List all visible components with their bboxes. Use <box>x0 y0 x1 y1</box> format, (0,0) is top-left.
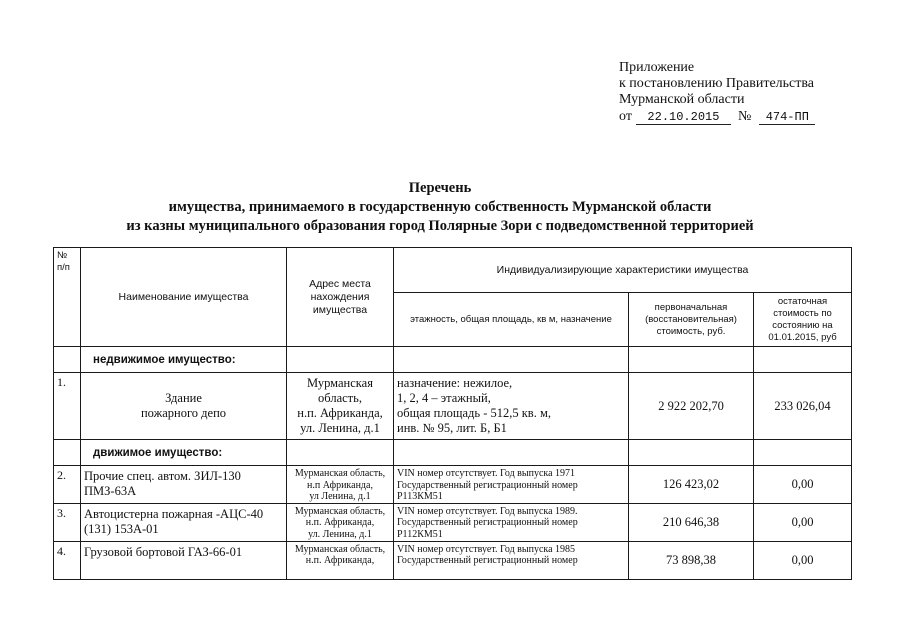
row-address: Мурманская область, н.п Африканда, ул Ленина, д.1 <box>287 466 394 504</box>
row-residual-cost: 0,00 <box>754 466 852 504</box>
row-address: Мурманская область, н.п. Африканда, ул. Ленина, д.1 <box>287 503 394 541</box>
row-address: Мурманская область, н.п. Африканда, ул. Ленина, д.1 <box>287 373 394 440</box>
row-characteristics: назначение: нежилое, 1, 2, 4 – этажный, общая площадь - 512,5 кв. м, инв. № 95, лит. Б, Б1 <box>394 373 629 440</box>
date-prefix: от <box>619 109 632 124</box>
appendix-line-1: Приложение <box>619 60 695 75</box>
appendix-block <box>619 60 815 125</box>
row-name: Автоцистерна пожарная -АЦС-40 (131) 153А-01 <box>81 503 287 541</box>
header-floors: этажность, общая площадь, кв м, назначение <box>394 293 629 347</box>
row-name: Здание пожарного депо <box>81 373 287 440</box>
row-characteristics: VIN номер отсутствует. Год выпуска 1985 Государственный регистрационный номер <box>394 541 629 579</box>
row-number: 2. <box>54 466 81 504</box>
resolution-number: 474-ПП <box>759 110 815 125</box>
header-characteristics: Индивидуализирующие характеристики имущества <box>394 248 852 293</box>
row-number: 3. <box>54 503 81 541</box>
appendix-line-3: Мурманской области <box>619 92 745 107</box>
appendix-line-2: к постановлению Правительства <box>619 76 815 91</box>
header-initial-cost: первоначальная (восстановительная) стоимость, руб. <box>629 293 754 347</box>
title-line-1: Перечень <box>408 180 472 196</box>
header-row-1 <box>54 248 852 293</box>
header-residual-cost: остаточная стоимость по состоянию на 01.01.2015, руб <box>754 293 852 347</box>
table-row <box>54 541 852 579</box>
resolution-date: 22.10.2015 <box>636 110 731 125</box>
section-movable: движимое имущество: <box>81 440 287 466</box>
table-row <box>54 466 852 504</box>
table-row <box>54 373 852 440</box>
appendix-number-line <box>619 109 815 125</box>
row-name: Прочие спец. автом. ЗИЛ-130 ПМЗ-63А <box>81 466 287 504</box>
row-number: 4. <box>54 541 81 579</box>
row-initial-cost: 2 922 202,70 <box>629 373 754 440</box>
row-characteristics: VIN номер отсутствует. Год выпуска 1971 Государственный регистрационный номер Р113КМ51 <box>394 466 629 504</box>
row-residual-cost: 0,00 <box>754 503 852 541</box>
section-row-real-estate <box>54 347 852 373</box>
section-real-estate: недвижимое имущество: <box>81 347 287 373</box>
header-num: № п/п <box>54 248 81 347</box>
row-initial-cost: 73 898,38 <box>629 541 754 579</box>
title-line-2: имущества, принимаемого в государственную собственность Мурманской области <box>168 199 712 215</box>
table-row <box>54 503 852 541</box>
document-title <box>60 179 820 236</box>
title-line-3: из казны муниципального образования город Полярные Зори с подведомственной территорией <box>126 218 754 234</box>
row-residual-cost: 0,00 <box>754 541 852 579</box>
row-characteristics: VIN номер отсутствует. Год выпуска 1989. Государственный регистрационный номер Р112КМ51 <box>394 503 629 541</box>
row-address: Мурманская область, н.п. Африканда, <box>287 541 394 579</box>
row-name: Грузовой бортовой ГАЗ-66-01 <box>81 541 287 579</box>
row-initial-cost: 210 646,38 <box>629 503 754 541</box>
row-number: 1. <box>54 373 81 440</box>
header-name: Наименование имущества <box>81 248 287 347</box>
number-label: № <box>737 109 752 124</box>
header-address: Адрес места нахождения имущества <box>287 248 394 347</box>
row-residual-cost: 233 026,04 <box>754 373 852 440</box>
row-initial-cost: 126 423,02 <box>629 466 754 504</box>
property-table <box>53 247 852 580</box>
section-row-movable <box>54 440 852 466</box>
